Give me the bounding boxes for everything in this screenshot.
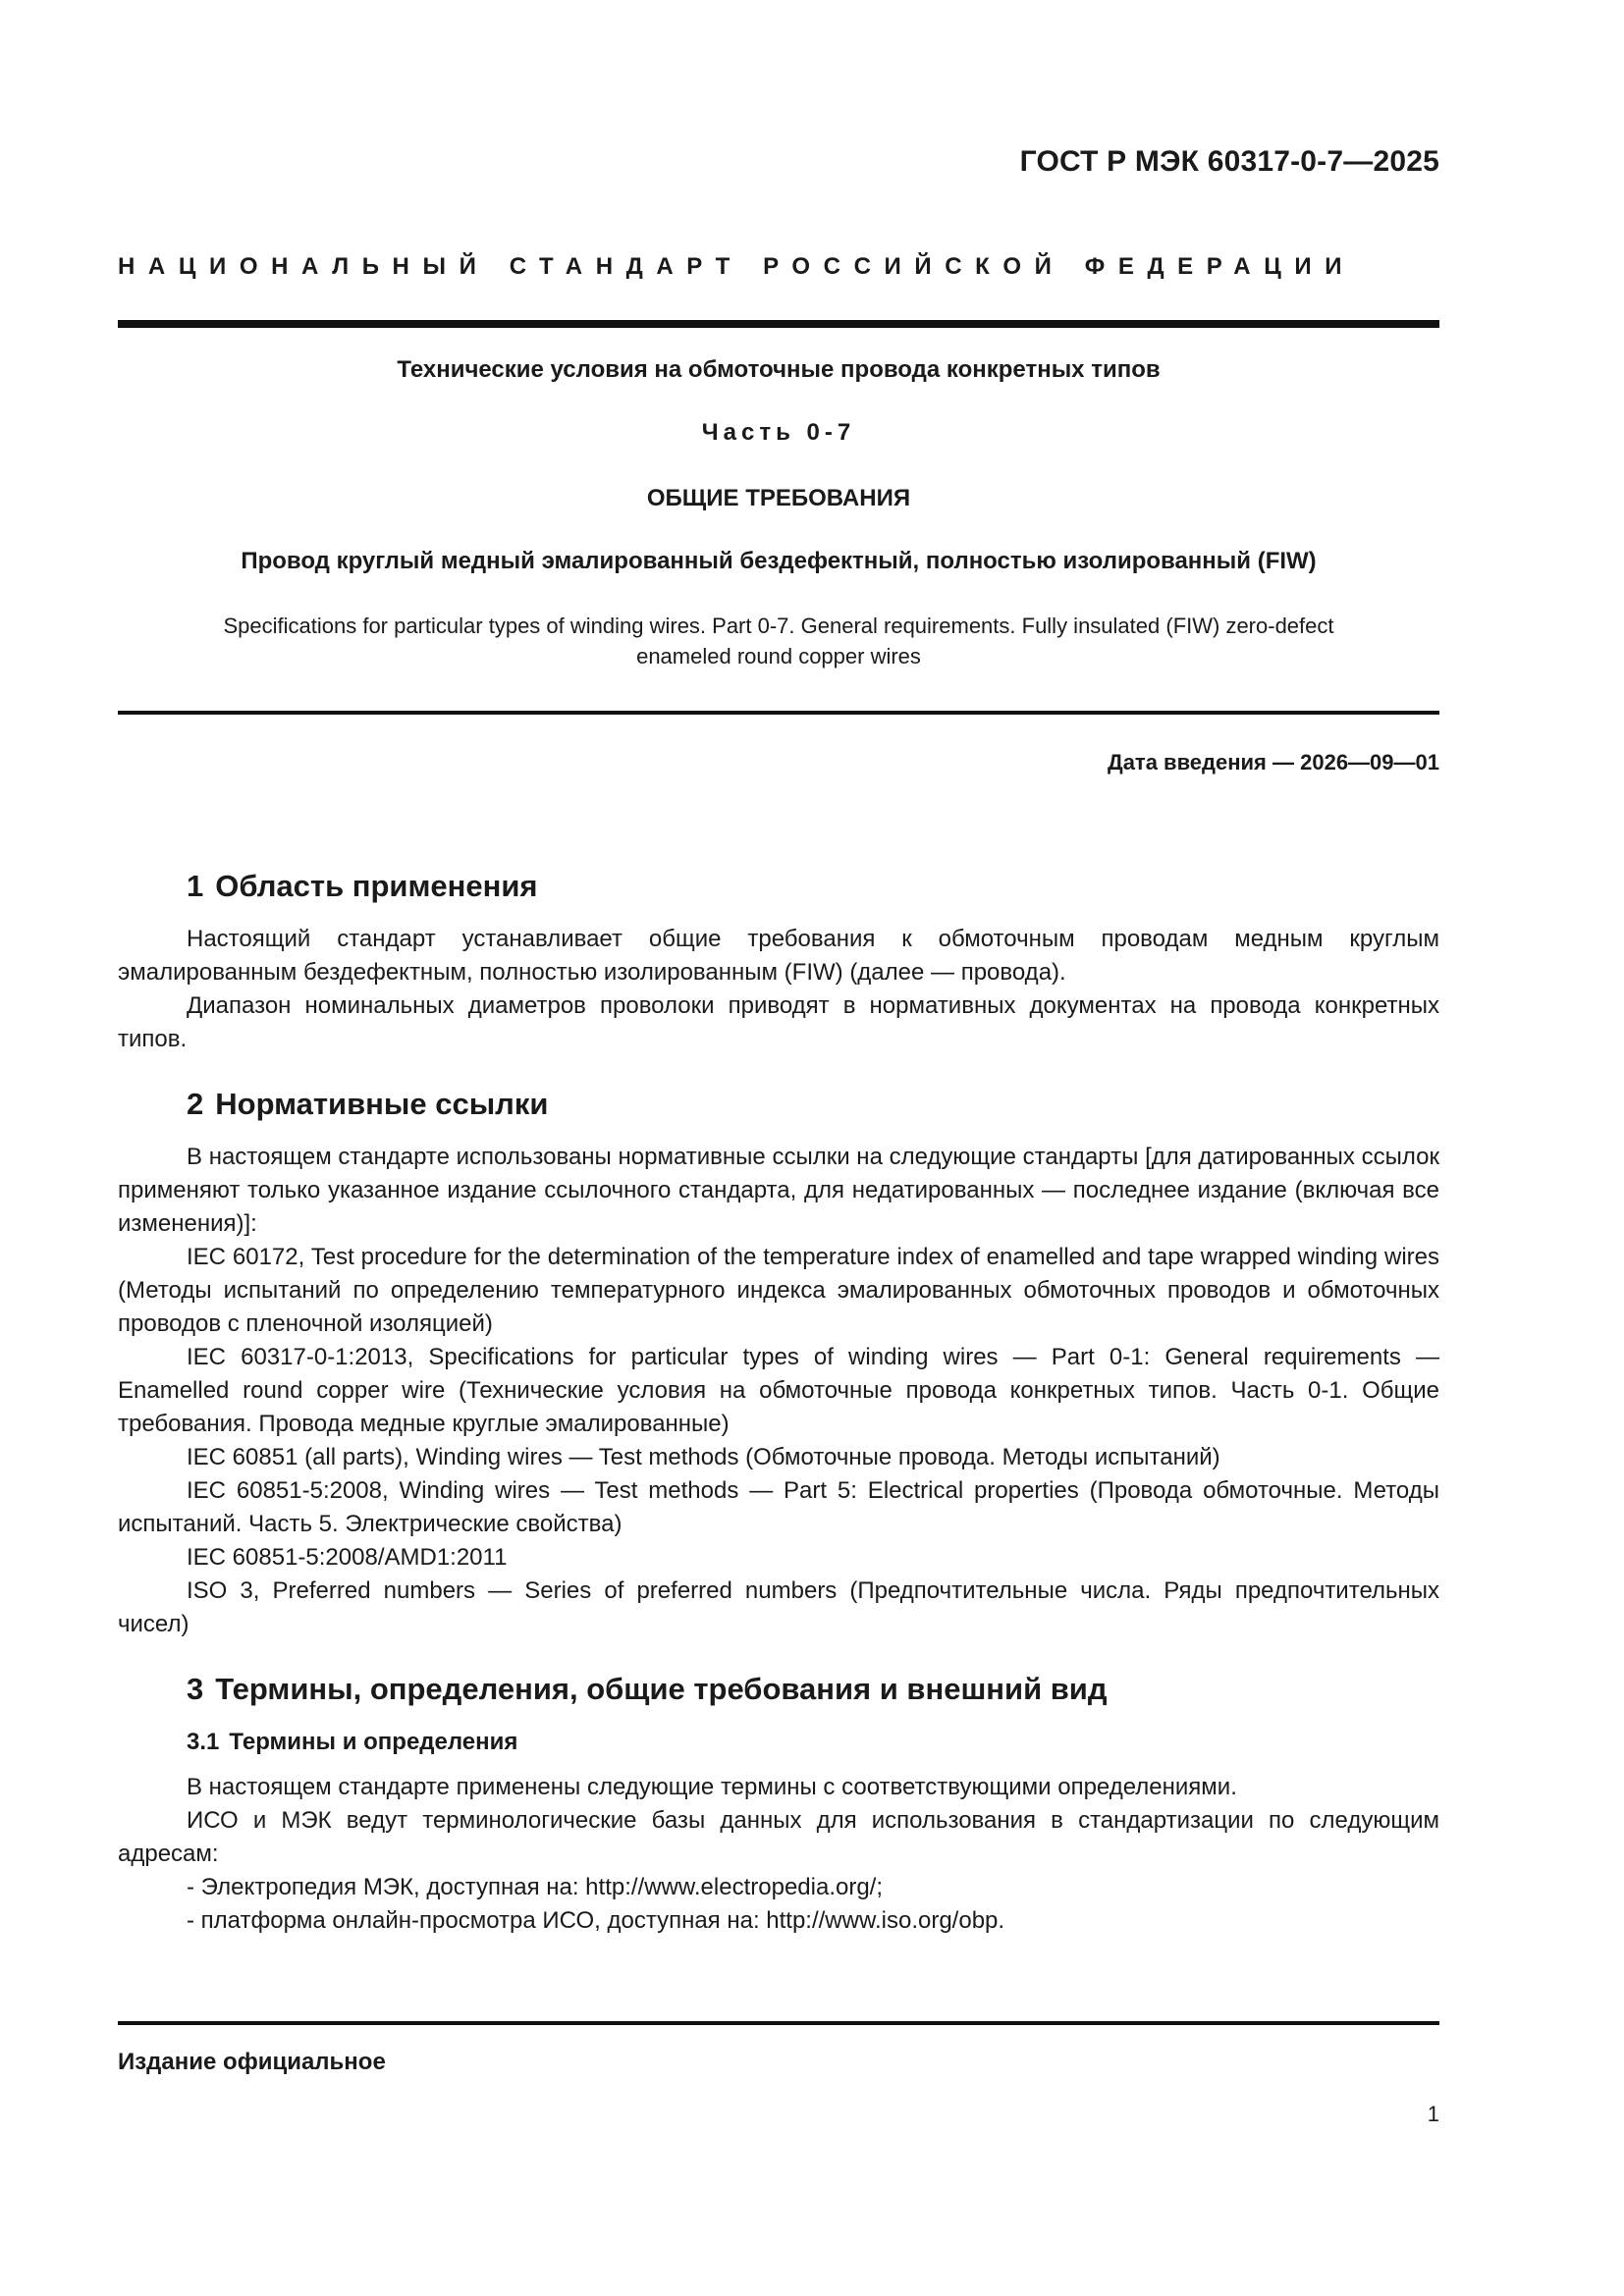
section-2 [118, 1084, 1439, 1641]
national-standard-heading: НАЦИОНАЛЬНЫЙ СТАНДАРТ РОССИЙСКОЙ ФЕДЕРАЦИИ [118, 253, 1356, 280]
header-rule [118, 320, 1439, 328]
section-1-paragraph: Настоящий стандарт устанавливает общие требования к обмоточным проводам медным круглым эмалированным бездефектным, полностью изолированным (FIW) (далее — провода). [118, 926, 1439, 986]
section-3 [118, 1669, 1439, 1938]
english-title-line-1: Specifications for particular types of winding wires. Part 0-7. General requirements. Fully insulated (FIW) zero-defect [223, 614, 1334, 638]
terminology-db-item: - платформа онлайн-просмотра ИСО, доступная на: http://www.iso.org/obp. [187, 1907, 1005, 1934]
part-number: Часть 0-7 [701, 419, 856, 446]
reference-item: IEC 60851-5:2008, Winding wires — Test methods — Part 5: Electrical properties (Провода обмоточные. Методы испытаний. Часть 5. Электрические свойства) [118, 1477, 1439, 1537]
subsection-3-1-heading [187, 1726, 1439, 1759]
terminology-db-item: - Электропедия МЭК, доступная на: http://www.electropedia.org/; [187, 1874, 884, 1900]
english-title [118, 611, 1439, 671]
english-title-line-2: enameled round copper wires [636, 644, 921, 668]
subsection-3-1-paragraph: ИСО и МЭК ведут терминологические базы данных для использования в стандартизации по следующим адресам: [118, 1807, 1439, 1867]
subsection-3-1-title: Термины и определения [229, 1729, 518, 1755]
subsection-3-1-paragraph: В настоящем стандарте применены следующие термины с соответствующими определениями. [187, 1774, 1237, 1800]
section-2-number: 2 [187, 1087, 204, 1121]
reference-item: ISO 3, Preferred numbers — Series of preferred numbers (Предпочтительные числа. Ряды предпочтительных чисел) [118, 1577, 1439, 1637]
document-page [118, 0, 1439, 2296]
section-3-title: Термины, определения, общие требования и внешний вид [215, 1672, 1108, 1706]
introduction-date: Дата введения — 2026—09—01 [1108, 750, 1439, 774]
page-number: 1 [1427, 2102, 1439, 2126]
general-requirements-heading: ОБЩИЕ ТРЕБОВАНИЯ [646, 485, 911, 511]
section-1-heading [187, 866, 1439, 907]
reference-item: IEC 60851 (all parts), Winding wires — Test methods (Обмоточные провода. Методы испытаний) [187, 1444, 1220, 1470]
title-rule [118, 711, 1439, 715]
official-edition-label: Издание официальное [118, 2049, 386, 2075]
section-1 [118, 866, 1439, 1056]
reference-item: IEC 60851-5:2008/AMD1:2011 [187, 1544, 508, 1571]
standard-designation: ГОСТ Р МЭК 60317-0-7—2025 [1019, 145, 1439, 178]
document-subtitle: Провод круглый медный эмалированный бездефектный, полностью изолированный (FIW) [241, 548, 1317, 574]
section-2-paragraph: В настоящем стандарте использованы нормативные ссылки на следующие стандарты [для датированных ссылок применяют только указанное издание ссылочного стандарта, для недатированных — последнее издание (включая все изменения)]: [118, 1144, 1439, 1237]
section-2-heading [187, 1084, 1439, 1125]
reference-item: IEC 60317-0-1:2013, Specifications for particular types of winding wires — Part 0-1: General requirements — Enamelled round copper wire (Технические условия на обмоточные провода конкретных типов. Часть 0-1. Общие требования. Провода медные круглые эмалированные) [118, 1344, 1439, 1437]
section-2-title: Нормативные ссылки [215, 1087, 549, 1121]
section-1-paragraph: Диапазон номинальных диаметров проволоки приводят в нормативных документах на провода конкретных типов. [118, 992, 1439, 1052]
document-body [118, 866, 1439, 1955]
reference-item: IEC 60172, Test procedure for the determination of the temperature index of enamelled and tape wrapped winding wires (Методы испытаний по определению температурного индекса эмалированных обмоточных проводов и обмоточных проводов с пленочной изоляцией) [118, 1244, 1439, 1337]
section-1-number: 1 [187, 869, 204, 903]
section-1-title: Область применения [215, 869, 538, 903]
section-3-number: 3 [187, 1672, 204, 1706]
subsection-3-1-number: 3.1 [187, 1729, 220, 1755]
section-3-heading [187, 1669, 1439, 1710]
document-title: Технические условия на обмоточные провода конкретных типов [397, 356, 1161, 383]
footer-rule [118, 2021, 1439, 2025]
